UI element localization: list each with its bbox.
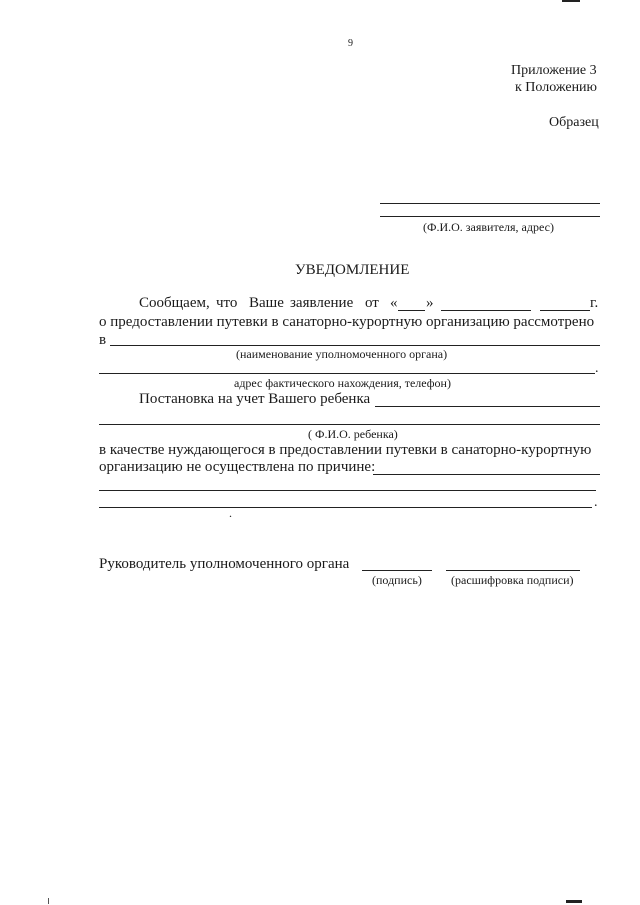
address-caption: адрес фактического нахождения, телефон) (234, 376, 451, 390)
close-quote: » (426, 295, 434, 311)
sample-label: Образец (549, 115, 599, 130)
reason-field-1[interactable] (373, 474, 600, 475)
body-word-1: Сообщаем, (139, 295, 210, 311)
registration-text: Постановка на учет Вашего ребенка (139, 391, 371, 407)
open-quote: « (390, 295, 398, 311)
day-field[interactable] (398, 310, 425, 311)
signature-head-label: Руководитель уполномоченного органа (99, 556, 350, 572)
signature-decode-field[interactable] (446, 570, 580, 571)
regulation-label: к Положению (515, 80, 598, 95)
body-line-2: о предоставлении путевки в санаторно-курортную организацию рассмотрено (99, 314, 595, 330)
document-title: УВЕДОМЛЕНИЕ (295, 262, 410, 278)
appendix-label: Приложение 3 (511, 63, 597, 78)
reason-field-2[interactable] (99, 490, 596, 491)
body-word-3: Ваше (249, 295, 284, 311)
address-period: . (595, 361, 599, 376)
applicant-caption: (Ф.И.О. заявителя, адрес) (423, 220, 554, 234)
organ-caption: (наименование уполномоченного органа) (236, 347, 448, 361)
body-word-4: заявление (290, 295, 354, 311)
address-field[interactable] (99, 373, 595, 374)
year-field[interactable] (540, 310, 590, 311)
month-field[interactable] (441, 310, 531, 311)
top-right-scan-mark (562, 0, 580, 2)
organ-field[interactable] (110, 345, 600, 346)
body-line-reason: организацию не осуществлена по причине: (99, 459, 376, 475)
child-name-field[interactable] (99, 424, 600, 425)
body-line-3-prefix: в (99, 332, 107, 348)
applicant-line-2[interactable] (380, 216, 600, 217)
body-word-2: что (216, 295, 238, 311)
bottom-left-scan-mark (48, 898, 49, 904)
stray-dot: . (229, 506, 232, 520)
body-line-need: в качестве нуждающегося в предоставлении путевки в санаторно-курортную (99, 442, 592, 458)
registration-field[interactable] (375, 406, 600, 407)
applicant-line-1[interactable] (380, 203, 600, 204)
reason-period: . (594, 495, 598, 510)
child-caption: ( Ф.И.О. ребенка) (308, 427, 398, 441)
signature-field[interactable] (362, 570, 432, 571)
signature-caption: (подпись) (372, 573, 422, 587)
year-suffix: г. (590, 295, 599, 311)
reason-field-3[interactable] (99, 507, 592, 508)
body-word-5: от (365, 295, 379, 311)
bottom-right-scan-mark (566, 900, 582, 903)
signature-decode-caption: (расшифровка подписи) (451, 573, 574, 587)
page-number: 9 (348, 38, 353, 49)
